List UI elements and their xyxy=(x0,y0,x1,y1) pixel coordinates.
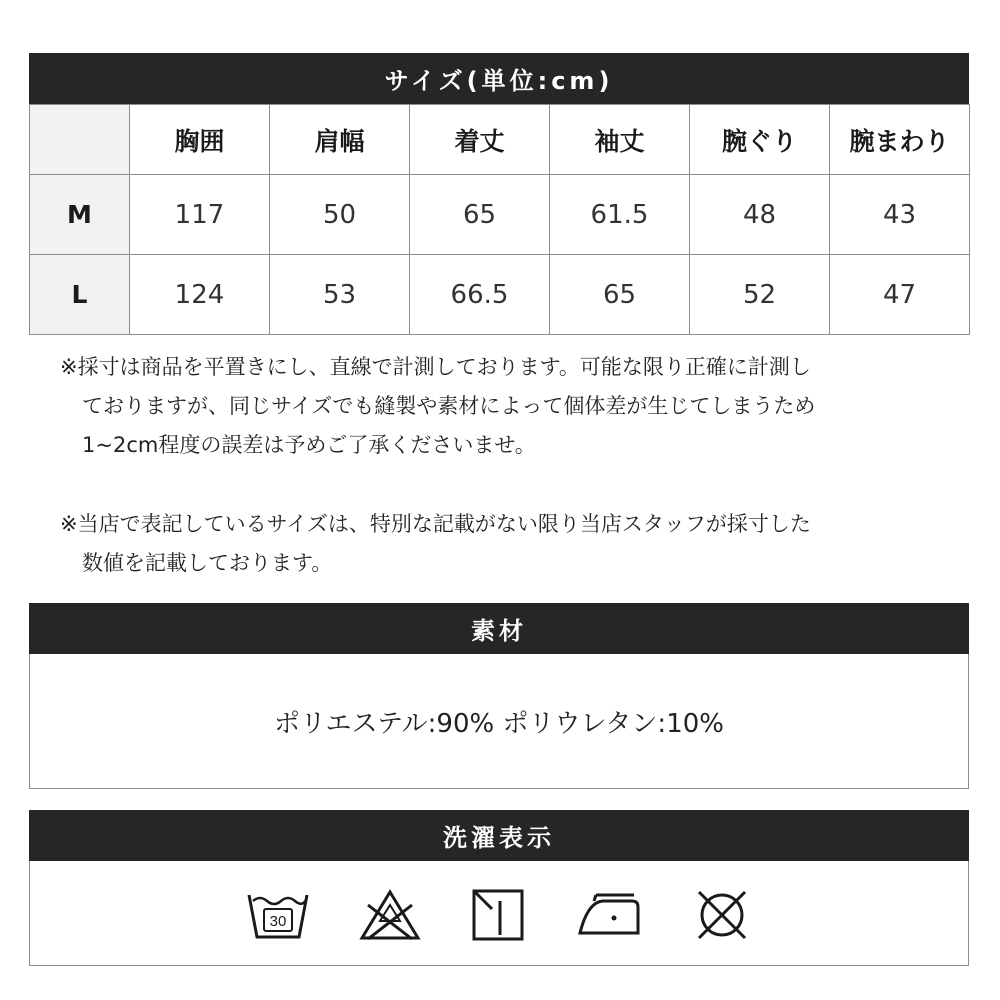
care-section-title: 洗濯表示 xyxy=(443,824,555,852)
size-table-corner xyxy=(30,105,130,175)
column-header: 腕まわり xyxy=(830,105,970,175)
care-box xyxy=(29,861,969,966)
table-cell: 61.5 xyxy=(550,175,690,255)
column-header: 胸囲 xyxy=(130,105,270,175)
table-cell: 65 xyxy=(410,175,550,255)
note-line: ておりますが、同じサイズでも縫製や素材によって個体差が生じてしまうため xyxy=(82,394,816,418)
wash-30-icon xyxy=(246,887,310,943)
iron-low-icon xyxy=(574,887,644,943)
column-header: 腕ぐり xyxy=(690,105,830,175)
column-header: 肩幅 xyxy=(270,105,410,175)
no-dry-clean-icon xyxy=(692,887,752,943)
care-icons xyxy=(30,861,968,965)
line-dry-shade-icon xyxy=(470,887,526,943)
measurement-note xyxy=(60,348,950,465)
table-cell: 124 xyxy=(130,255,270,335)
size-label: M xyxy=(30,175,130,255)
table-cell: 52 xyxy=(690,255,830,335)
material-box xyxy=(29,654,969,789)
care-section-header xyxy=(29,810,969,861)
table-cell: 66.5 xyxy=(410,255,550,335)
material-section-title: 素材 xyxy=(471,617,527,645)
table-cell: 47 xyxy=(830,255,970,335)
table-row xyxy=(30,175,970,255)
table-cell: 43 xyxy=(830,175,970,255)
table-cell: 65 xyxy=(550,255,690,335)
size-table-header-row xyxy=(30,105,970,175)
note-line: 1~2cm程度の誤差は予めご了承くださいませ。 xyxy=(82,433,536,457)
no-bleach-icon xyxy=(358,887,422,943)
table-cell: 48 xyxy=(690,175,830,255)
table-cell: 117 xyxy=(130,175,270,255)
column-header: 袖丈 xyxy=(550,105,690,175)
size-section-header xyxy=(29,53,969,104)
material-section-header xyxy=(29,603,969,654)
column-header: 着丈 xyxy=(410,105,550,175)
material-composition: ポリエステル:90% ポリウレタン:10% xyxy=(274,708,724,739)
wash-temperature-label: 30 xyxy=(269,913,287,930)
table-cell: 50 xyxy=(270,175,410,255)
size-section-title: サイズ(単位:cm) xyxy=(384,67,614,95)
size-table xyxy=(29,104,970,335)
staff-measurement-note xyxy=(60,505,950,583)
size-label: L xyxy=(30,255,130,335)
table-row xyxy=(30,255,970,335)
note-line: ※当店で表記しているサイズは、特別な記載がない限り当店スタッフが採寸した xyxy=(60,512,811,536)
table-cell: 53 xyxy=(270,255,410,335)
note-line: ※採寸は商品を平置きにし、直線で計測しております。可能な限り正確に計測し xyxy=(60,355,811,379)
note-line: 数値を記載しております。 xyxy=(82,551,333,575)
